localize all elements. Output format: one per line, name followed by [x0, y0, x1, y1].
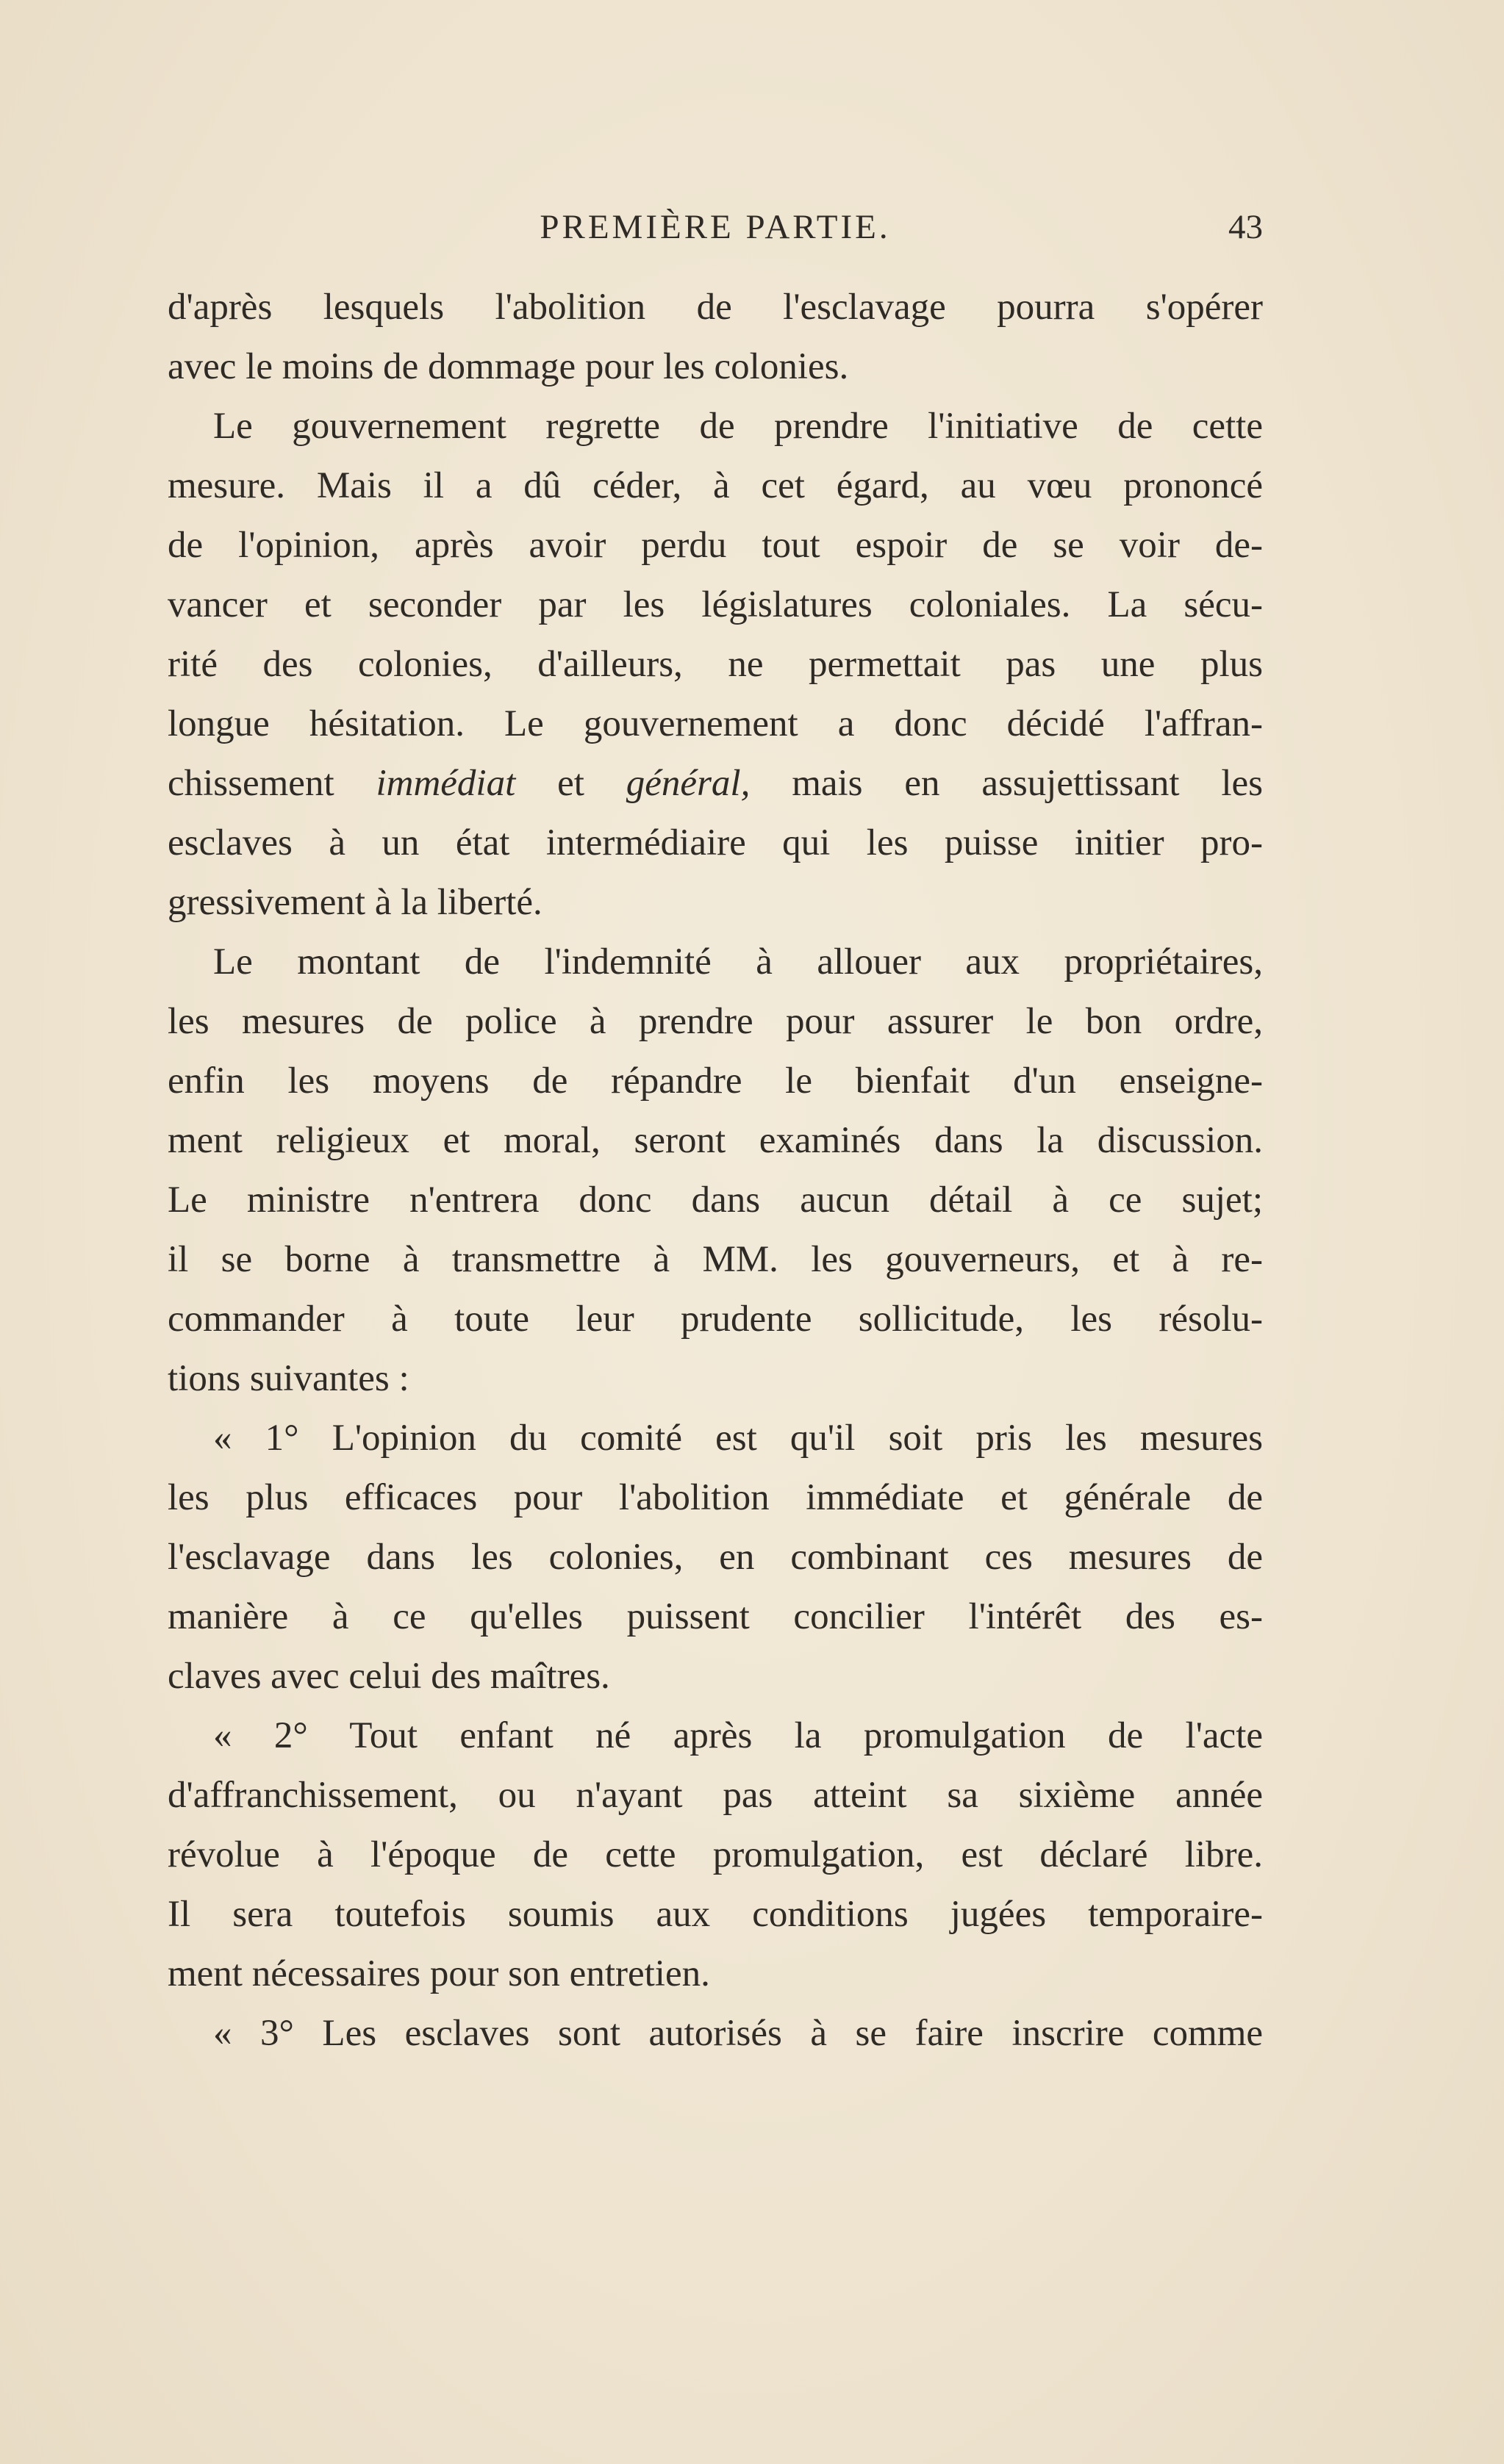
text-line: ment religieux et moral, seront examinés dans la discussion. — [168, 1120, 1263, 1161]
italic-term-immediat: immédiat — [376, 763, 516, 804]
text-line: mesure. Mais il a dû céder, à cet égard, au vœu prononcé — [168, 465, 1263, 506]
text-line: les plus efficaces pour l'abolition immédiate et générale de — [168, 1477, 1263, 1518]
text-line: avec le moins de dommage pour les colonies. — [168, 346, 849, 387]
text-line: esclaves à un état intermédiaire qui les puisse initier pro- — [168, 822, 1263, 863]
text-line: ment nécessaires pour son entretien. — [168, 1953, 710, 1994]
text-line: les mesures de police à prendre pour assurer le bon ordre, — [168, 1001, 1263, 1042]
text-run: et — [515, 763, 626, 804]
text-line: de l'opinion, après avoir perdu tout espoir de se voir de- — [168, 525, 1263, 566]
text-line: rité des colonies, d'ailleurs, ne permettait pas une plus — [168, 644, 1263, 685]
running-head — [168, 207, 1263, 251]
text-line: tions suivantes : — [168, 1358, 409, 1399]
text-line: Le gouvernement regrette de prendre l'initiative de cette — [213, 406, 1263, 447]
text-line: « 3° Les esclaves sont autorisés à se faire inscrire comme — [213, 2013, 1263, 2054]
text-line: longue hésitation. Le gouvernement a donc décidé l'affran- — [168, 703, 1263, 744]
text-line: il se borne à transmettre à MM. les gouverneurs, et à re- — [168, 1239, 1263, 1280]
text-line: révolue à l'époque de cette promulgation, est déclaré libre. — [168, 1834, 1263, 1875]
text-line: claves avec celui des maîtres. — [168, 1656, 610, 1697]
text-line — [168, 754, 1263, 813]
text-line: l'esclavage dans les colonies, en combinant ces mesures de — [168, 1537, 1263, 1578]
text-line: d'après lesquels l'abolition de l'esclavage pourra s'opérer — [168, 287, 1263, 328]
text-line: manière à ce qu'elles puissent concilier l'intérêt des es- — [168, 1596, 1263, 1637]
italic-term-general: général, — [626, 763, 751, 804]
text-line: Le montant de l'indemnité à allouer aux propriétaires, — [213, 941, 1263, 983]
text-line: « 1° L'opinion du comité est qu'il soit pris les mesures — [213, 1418, 1263, 1459]
text-line: Il sera toutefois soumis aux conditions jugées temporaire- — [168, 1894, 1263, 1935]
text-line: Le ministre n'entrera donc dans aucun détail à ce sujet; — [168, 1179, 1263, 1221]
text-line: vancer et seconder par les législatures coloniales. La sécu- — [168, 584, 1263, 625]
text-line: « 2° Tout enfant né après la promulgation de l'acte — [213, 1715, 1263, 1756]
page-number: 43 — [1228, 208, 1263, 246]
text-run: mais en assujettissant les — [750, 763, 1263, 804]
text-line: commander à toute leur prudente sollicitude, les résolu- — [168, 1299, 1263, 1340]
text-run: chissement — [168, 763, 376, 804]
text-line: enfin les moyens de répandre le bienfait d'un enseigne- — [168, 1060, 1263, 1102]
text-line: d'affranchissement, ou n'ayant pas atteint sa sixième année — [168, 1775, 1263, 1816]
text-line: gressivement à la liberté. — [168, 882, 542, 923]
running-title: PREMIÈRE PARTIE. — [540, 208, 891, 246]
body-text — [168, 278, 1263, 2063]
